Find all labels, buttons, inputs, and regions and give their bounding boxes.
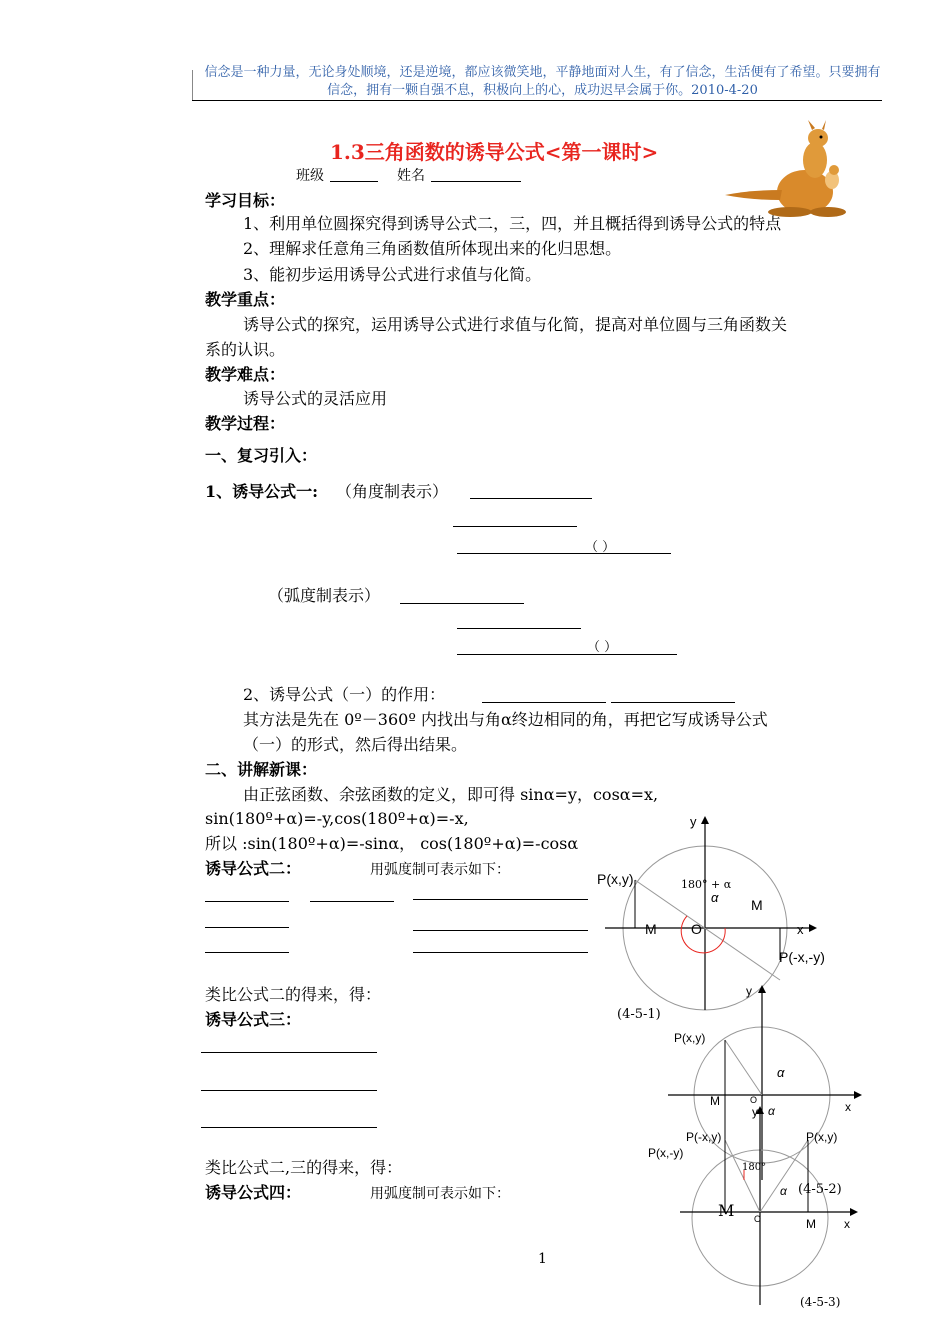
formula3-blank[interactable] — [201, 1052, 377, 1053]
formula3-blank[interactable] — [201, 1127, 377, 1128]
formula2-blank[interactable] — [413, 930, 588, 931]
lesson-text: 由正弦函数、余弦函数的定义，即可得 sinα=y，cosα=x, — [243, 785, 659, 804]
header-rule — [192, 100, 882, 101]
method-text: 其方法是先在 0º－360º 内找出与角α终边相同的角，再把它写成诱导公式 — [243, 710, 768, 729]
page-number: 1 — [538, 1251, 547, 1267]
formula1-blank[interactable] — [457, 628, 581, 629]
figure-caption: (4-5-1) — [617, 1007, 661, 1022]
name-blank[interactable] — [431, 181, 521, 182]
formula1-blank[interactable] — [457, 553, 671, 554]
alpha-label: α — [711, 890, 719, 905]
condition-paren: （ ） — [587, 640, 618, 655]
y-label: y — [752, 1105, 758, 1119]
point-label: P(-x,y) — [686, 1130, 722, 1144]
header-margin-mark — [192, 70, 193, 100]
formula1-blank[interactable] — [457, 654, 677, 655]
m-label: M — [710, 1094, 720, 1108]
method-text: （一）的形式，然后得出结果。 — [243, 735, 468, 754]
x-label: x — [844, 1217, 850, 1231]
usage-blank[interactable] — [482, 702, 606, 703]
key-points-text: 系的认识。 — [205, 340, 286, 359]
angle-label: 180° + α — [681, 878, 732, 891]
formula2-label: 诱导公式二： — [205, 859, 302, 878]
angle-label: 180° — [742, 1162, 767, 1173]
key-points-heading: 教学重点： — [205, 290, 286, 309]
y-label: y — [746, 985, 752, 998]
key-points-text: 诱导公式的探究，运用诱导公式进行求值与化简，提高对单位圆与三角函数关 — [243, 315, 788, 334]
figure-caption: (4-5-3) — [800, 1295, 841, 1309]
origin-label: O — [750, 1095, 758, 1105]
formula1-degree-label: （角度制表示） — [336, 482, 449, 501]
process-heading: 教学过程： — [205, 414, 286, 433]
alpha-label: α — [777, 1065, 785, 1080]
formula2-blank[interactable] — [205, 952, 289, 953]
origin-label: O — [691, 921, 702, 937]
kangaroo-illustration — [720, 120, 860, 220]
alpha-label: α — [780, 1184, 787, 1198]
objective-item: 1、利用单位圆探究得到诱导公式二，三，四，并且概括得到诱导公式的特点 — [243, 214, 782, 233]
point-label: P(x,-y) — [648, 1146, 684, 1160]
point-label: P(x,y) — [674, 1031, 706, 1045]
lesson-text: 所以 :sin(180º+α)=-sinα， cos(180º+α)=-cosα — [205, 834, 579, 853]
objective-item: 2、理解求任意角三角函数值所体现出来的化归思想。 — [243, 239, 622, 258]
point-label: P(x,y) — [806, 1130, 838, 1144]
objectives-heading: 学习目标： — [205, 191, 286, 210]
condition-paren: （ ） — [585, 540, 616, 555]
header-motto: 信念是一种力量，无论身处顺境，还是逆境，都应该微笑地，平静地面对人生，有了信念，生活便有了希望。只要拥有信念，拥有一颗自强不息，积极向上的心，成功迟早会属于你。2010-4-20 — [204, 65, 881, 98]
x-label: x — [845, 1100, 851, 1114]
usage-blank[interactable] — [611, 702, 735, 703]
formula1-blank[interactable] — [470, 498, 592, 499]
class-blank[interactable] — [330, 181, 378, 182]
lesson-text: sin(180º+α)=-y,cos(180º+α)=-x, — [205, 809, 469, 828]
radian-note: 用弧度制可表示如下： — [370, 862, 510, 878]
name-label: 姓名 — [397, 168, 425, 184]
formula2-blank[interactable] — [205, 901, 289, 902]
unit-circle-figure-3 — [640, 1100, 870, 1315]
formula1-label: 1、诱导公式一: — [205, 482, 319, 501]
difficulties-heading: 教学难点： — [205, 365, 286, 384]
point-label: P(-x,-y) — [779, 949, 825, 965]
review-heading: 一、复习引入： — [205, 446, 318, 465]
formula1-radian-label: （弧度制表示） — [268, 586, 381, 605]
y-label: y — [690, 814, 697, 829]
alpha-label: α — [768, 1104, 775, 1118]
m-label: M — [751, 897, 763, 913]
class-label: 班级 — [296, 168, 324, 184]
formula2-blank[interactable] — [413, 952, 588, 953]
formula2-blank[interactable] — [205, 927, 289, 928]
objective-item: 3、能初步运用诱导公式进行求值与化简。 — [243, 265, 542, 284]
formula2-blank[interactable] — [413, 899, 588, 900]
formula4-label: 诱导公式四： — [205, 1183, 302, 1202]
analogy-text: 类比公式二,三的得来，得： — [205, 1158, 403, 1177]
origin-label: O — [754, 1214, 762, 1224]
analogy-text: 类比公式二的得来，得： — [205, 985, 382, 1004]
difficulties-text: 诱导公式的灵活应用 — [243, 389, 388, 408]
formula2-blank[interactable] — [310, 901, 394, 902]
formula3-blank[interactable] — [201, 1090, 377, 1091]
radian-note: 用弧度制可表示如下： — [370, 1186, 510, 1202]
page-title: 1.3三角函数的诱导公式<第一课时> — [330, 140, 659, 164]
m-label: M — [645, 921, 657, 937]
point-label: P(x,y) — [597, 871, 634, 887]
formula3-label: 诱导公式三： — [205, 1010, 302, 1029]
m-label: M — [806, 1217, 816, 1231]
formula1-usage-label: 2、诱导公式（一）的作用： — [243, 685, 446, 704]
x-label: x — [797, 922, 804, 937]
new-lesson-heading: 二、讲解新课： — [205, 760, 318, 779]
m-label: M — [718, 1201, 735, 1220]
formula1-blank[interactable] — [453, 526, 577, 527]
figure-caption: (4-5-2) — [798, 1182, 842, 1197]
formula1-blank[interactable] — [400, 603, 524, 604]
